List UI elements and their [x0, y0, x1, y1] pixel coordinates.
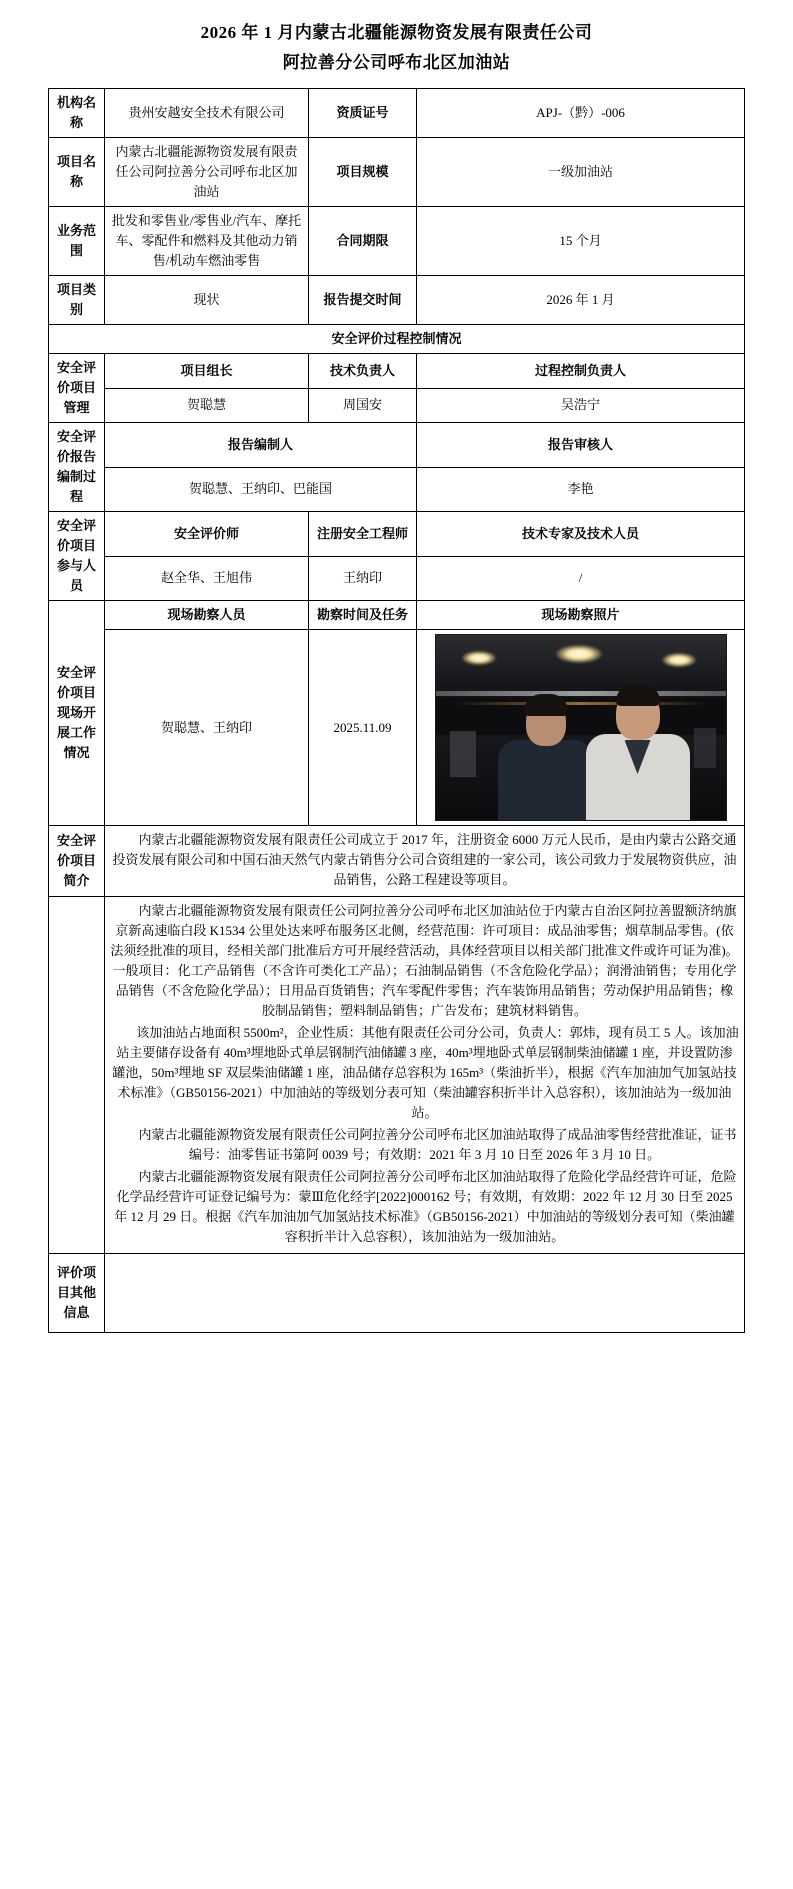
site-work-label: 安全评价项目现场开展工作情况 [49, 601, 105, 826]
site-value-surveyors: 贺聪慧、王纳印 [105, 630, 309, 826]
table-row-business [49, 207, 745, 276]
title-line-1: 2026 年 1 月内蒙古北疆能源物资发展有限责任公司 [200, 23, 593, 42]
staff-label: 安全评价项目参与人员 [49, 512, 105, 601]
other-info-label: 评价项目其他信息 [49, 1254, 105, 1333]
title-line-2: 阿拉善分公司呼布北区加油站 [282, 53, 511, 72]
site-survey-photo [435, 634, 727, 821]
license-label: 资质证号 [309, 89, 417, 138]
table-row-report-head [49, 423, 745, 468]
contract-value: 15 个月 [417, 207, 745, 276]
photo-person-collar [625, 740, 651, 774]
intro-text-cell [105, 826, 745, 897]
photo-person-hair [524, 694, 568, 716]
detail-paragraph-2: 该加油站占地面积 5500m²，企业性质：其他有限责任公司分公司，负责人：郭炜，现有员工 5 人。该加油站主要储存设备有 40m³埋地卧式单层钢制汽油储罐 3 座，40m³埋地卧式单层钢制柴油储罐 1 座，并设置防渗罐池，50m³埋地 SF 双层柴油储罐 1 座，油品储存总容积为 165m³（柴油折半），根据《汽车加油加气加氢站技术标准》（GB50156-2021）中加油站的等级划分表可知（柴油罐容积折半计入总容积），该加油站为一级加油站。 [112, 1025, 739, 1120]
photo-person-right [586, 690, 690, 820]
table-row-mgmt-head [49, 354, 745, 389]
report-col-writer: 报告编制人 [105, 423, 417, 468]
photo-person-body [586, 734, 690, 820]
mgmt-col-tech: 技术负责人 [309, 354, 417, 389]
photo-person-hair [616, 684, 660, 706]
staff-value-assessor: 赵全华、王旭伟 [105, 556, 309, 601]
table-row-detail [49, 897, 745, 1254]
project-scale-value: 一级加油站 [417, 138, 745, 207]
table-row-project [49, 138, 745, 207]
table-row-site-values [49, 630, 745, 826]
table-row-staff-head [49, 512, 745, 557]
table-row-org [49, 89, 745, 138]
detail-paragraph-1: 内蒙古北疆能源物资发展有限责任公司阿拉善分公司呼布北区加油站位于内蒙古自治区阿拉善盟额济纳旗京新高速临白段 K1534 公里处达来呼布服务区北侧，经营范围：许可项目：成品油零售；烟草制品零售。(依法须经批准的项目，经相关部门批准后方可开展经营活动，具体经营项目以相关部门批准文件或许可证为准)。一般项目：化工产品销售（不含许可类化工产品）；石油制品销售（不含危险化学品）；润滑油销售；专用化学品销售（不含危险化学品）；日用品百货销售；汽车零配件零售；汽车装饰用品销售；劳动保护用品销售；橡胶制品销售；塑料制品销售；广告发布；建筑材料销售。 [110, 903, 739, 1018]
site-col-surveyors: 现场勘察人员 [105, 601, 309, 630]
photo-lamp [662, 653, 696, 667]
project-scale-label: 项目规模 [309, 138, 417, 207]
photo-person-left [498, 700, 594, 820]
table-row-intro [49, 826, 745, 897]
intro-paragraph: 内蒙古北疆能源物资发展有限责任公司成立于 2017 年，注册资金 6000 万元人民币，是由内蒙古公路交通投资发展有限公司和中国石油天然气内蒙古销售分公司合资组建的一家公司，该公司致力于发展物资供应，油品销售，公路工程建设等项目。 [112, 832, 737, 887]
table-row-process-header [49, 325, 745, 354]
site-col-photo: 现场勘察照片 [417, 601, 745, 630]
photo-fuel-pump [694, 728, 716, 768]
contract-label: 合同期限 [309, 207, 417, 276]
page-title [48, 18, 745, 78]
site-value-time: 2025.11.09 [309, 630, 417, 826]
mgmt-value-leader: 贺聪慧 [105, 388, 309, 423]
staff-value-experts: / [417, 556, 745, 601]
detail-label-cell [49, 897, 105, 1254]
business-scope-value: 批发和零售业/零售业/汽车、摩托车、零配件和燃料及其他动力销售/机动车燃油零售 [105, 207, 309, 276]
report-submit-label: 报告提交时间 [309, 276, 417, 325]
site-photo-cell [417, 630, 745, 826]
table-row-staff-values [49, 556, 745, 601]
report-col-reviewer: 报告审核人 [417, 423, 745, 468]
business-scope-label: 业务范围 [49, 207, 105, 276]
detail-text-cell [105, 897, 745, 1254]
project-name-value: 内蒙古北疆能源物资发展有限责任公司阿拉善分公司呼布北区加油站 [105, 138, 309, 207]
summary-table [48, 88, 745, 1333]
other-info-value [105, 1254, 745, 1333]
mgmt-col-process: 过程控制负责人 [417, 354, 745, 389]
table-row-other [49, 1254, 745, 1333]
report-process-label: 安全评价报告编制过程 [49, 423, 105, 512]
table-row-report-values [49, 467, 745, 512]
photo-person-body [498, 740, 594, 820]
report-value-writer: 贺聪慧、王纳印、巴能国 [105, 467, 417, 512]
org-name-value: 贵州安越安全技术有限公司 [105, 89, 309, 138]
photo-fuel-pump [450, 731, 476, 777]
photo-person-head [616, 690, 660, 740]
project-type-label: 项目类别 [49, 276, 105, 325]
mgmt-value-tech: 周国安 [309, 388, 417, 423]
detail-paragraph-4: 内蒙古北疆能源物资发展有限责任公司阿拉善分公司呼布北区加油站取得了危险化学品经营许可证，危险化学品经营许可证登记编号为：蒙Ⅲ危化经字[2022]000162 号；有效期，有效期：2022 年 12 月 30 日至 2025 年 12 月 29 日。根据《汽车加油加气加氢站技术标准》（GB50156-2021）中加油站的等级划分表可知（柴油罐容积折半计入总容积），该加油站为一级加油站。 [114, 1169, 737, 1244]
org-name-label: 机构名称 [49, 89, 105, 138]
process-control-header: 安全评价过程控制情况 [49, 325, 745, 354]
license-value: APJ-（黔）-006 [417, 89, 745, 138]
staff-col-assessor: 安全评价师 [105, 512, 309, 557]
mgmt-label: 安全评价项目管理 [49, 354, 105, 423]
detail-paragraph-3: 内蒙古北疆能源物资发展有限责任公司阿拉善分公司呼布北区加油站取得了成品油零售经营批准证，证书编号：油零售证书第阿 0039 号；有效期：2021 年 3 月 10 日至 2026 年 3 月 10 日。 [138, 1127, 737, 1162]
mgmt-col-leader: 项目组长 [105, 354, 309, 389]
table-row-mgmt-values [49, 388, 745, 423]
project-name-label: 项目名称 [49, 138, 105, 207]
table-row-type [49, 276, 745, 325]
photo-person-head [526, 700, 566, 746]
site-col-time: 勘察时间及任务 [309, 601, 417, 630]
report-submit-value: 2026 年 1 月 [417, 276, 745, 325]
photo-lamp [556, 645, 602, 663]
mgmt-value-process: 吴浩宁 [417, 388, 745, 423]
table-row-site-head [49, 601, 745, 630]
staff-col-experts: 技术专家及技术人员 [417, 512, 745, 557]
report-value-reviewer: 李艳 [417, 467, 745, 512]
staff-col-engineer: 注册安全工程师 [309, 512, 417, 557]
staff-value-engineer: 王纳印 [309, 556, 417, 601]
photo-lamp [462, 651, 496, 665]
intro-label: 安全评价项目简介 [49, 826, 105, 897]
project-type-value: 现状 [105, 276, 309, 325]
